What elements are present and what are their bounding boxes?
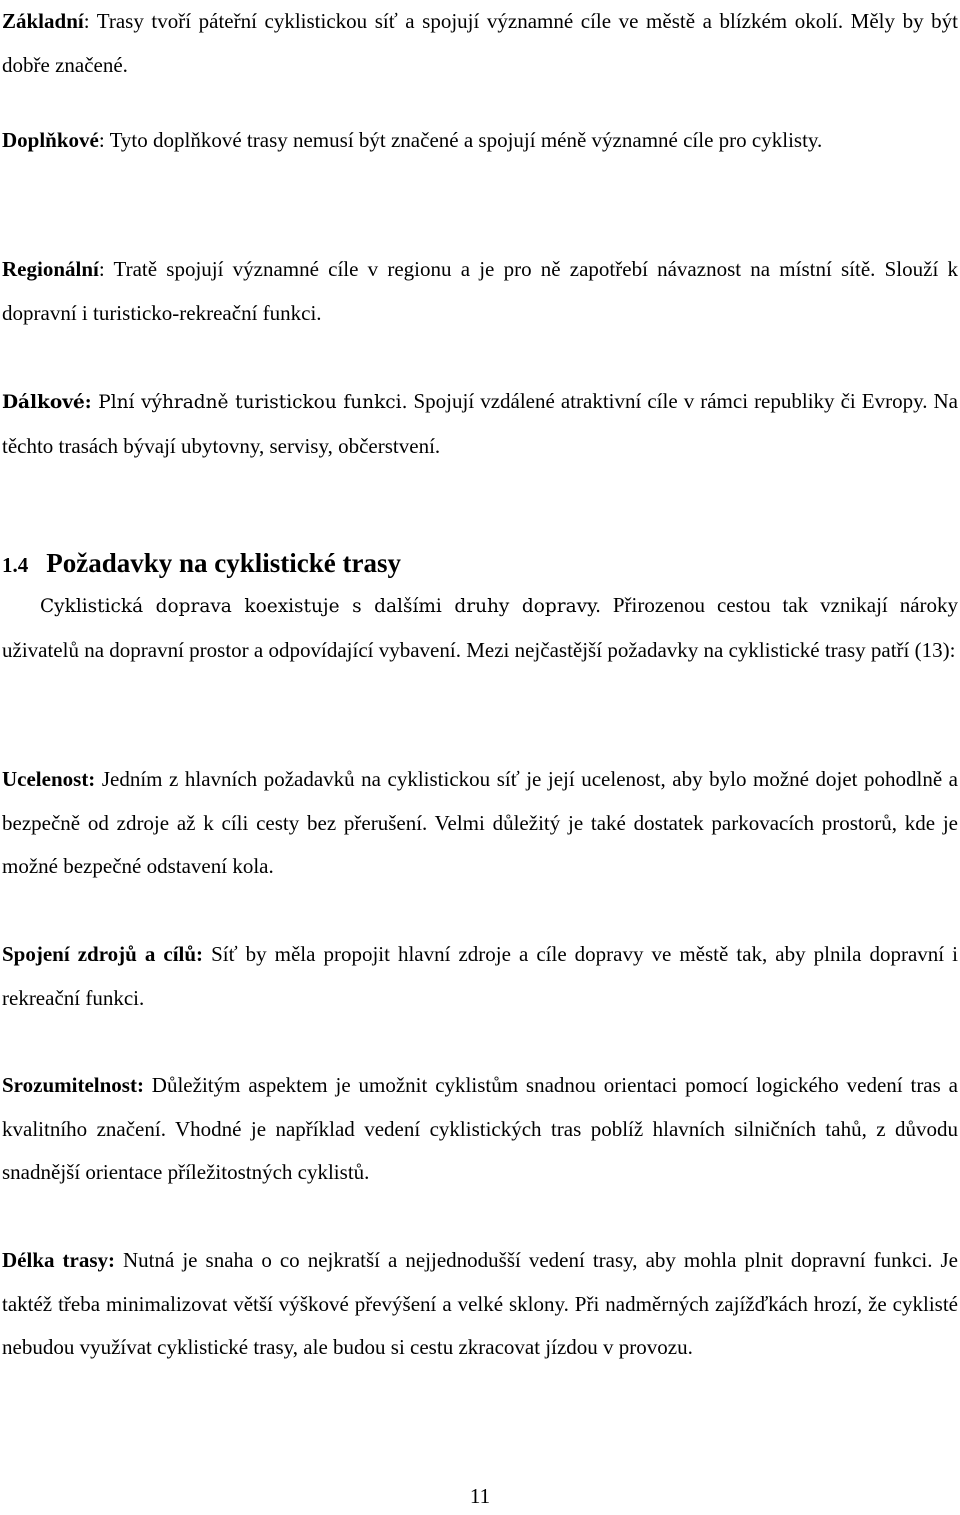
paragraph-regionalni (2, 248, 958, 335)
text-srozumitelnost: Důležitým aspektem je umožnit cyklistům snadnou orientaci pomocí logického vedení tras a kvalitního značení. Vhodné je například vedení cyklistických tras poblíž hlavních silničních tahů, z důvodu snadnější orientace příležitostných cyklistů. (2, 1073, 958, 1184)
paragraph-srozumitelnost (2, 1064, 958, 1195)
term-regionalni: Regionální (2, 257, 99, 281)
text-dalkove-a: Plní výhradně turistickou funkci. (91, 392, 408, 413)
term-srozumitelnost: Srozumitelnost: (2, 1073, 144, 1097)
paragraph-doplnkove (2, 119, 958, 163)
text-intro-b: Přirozenou cestou tak vznikají nároky uživatelů na dopravní prostor a odpovídající vybavení. Mezi nejčastější požadavky na cyklistické trasy patří (13): (2, 593, 959, 662)
text-regionalni: : Tratě spojují významné cíle v regionu a je pro ně zapotřebí návaznost na místní sítě. Slouží k dopravní i turisticko-rekreační funkci. (2, 257, 958, 325)
paragraph-intro (2, 584, 958, 672)
section-title: Požadavky na cyklistické trasy (46, 548, 401, 578)
paragraph-zakladni (2, 0, 958, 87)
text-dalkove-b: Spojují vzdálené atraktivní cíle v rámci republiky či Evropy. Na těchto trasách bývají ubytovny, servisy, občerstvení. (2, 389, 958, 458)
term-doplnkove: Doplňkové (2, 128, 99, 152)
text-spojeni: Síť by měla propojit hlavní zdroje a cíle dopravy ve městě tak, aby plnila dopravní i rekreační funkci. (2, 942, 958, 1010)
term-dalkove: Dálkové: (2, 392, 92, 413)
page-number: 11 (469, 1484, 491, 1508)
section-heading (2, 540, 401, 587)
paragraph-spojeni (2, 933, 958, 1020)
text-intro-a: Cyklistická doprava koexistuje s dalšími druhy dopravy. (40, 596, 601, 617)
term-ucelenost: Ucelenost: (2, 767, 96, 791)
text-zakladni: : Trasy tvoří páteřní cyklistickou síť a spojují významné cíle ve městě a blízkém okolí. Měly by být dobře značené. (2, 9, 958, 77)
paragraph-delka (2, 1239, 958, 1370)
section-number: 1.4 (2, 553, 29, 577)
term-zakladni: Základní (2, 9, 84, 33)
text-delka: Nutná je snaha o co nejkratší a nejjednodušší vedení trasy, aby mohla plnit dopravní funkci. Je taktéž třeba minimalizovat větší výškové převýšení a velké sklony. Při nadměrných zajížďkách hrozí, že cyklisté nebudou využívat cyklistické trasy, ale budou si cestu zkracovat jízdou v provozu. (2, 1248, 958, 1359)
term-spojeni: Spojení zdrojů a cílů: (2, 942, 204, 966)
text-doplnkove: : Tyto doplňkové trasy nemusí být značené a spojují méně významné cíle pro cyklisty. (98, 128, 823, 152)
paragraph-dalkove (2, 380, 958, 468)
text-ucelenost: Jedním z hlavních požadavků na cyklistickou síť je její ucelenost, aby bylo možné dojet pohodlně a bezpečně od zdroje až k cíli cesty bez přerušení. Velmi důležitý je také dostatek parkovacích prostorů, kde je možné bezpečné odstavení kola. (2, 767, 958, 878)
term-delka: Délka trasy: (2, 1248, 115, 1272)
paragraph-ucelenost (2, 758, 958, 889)
